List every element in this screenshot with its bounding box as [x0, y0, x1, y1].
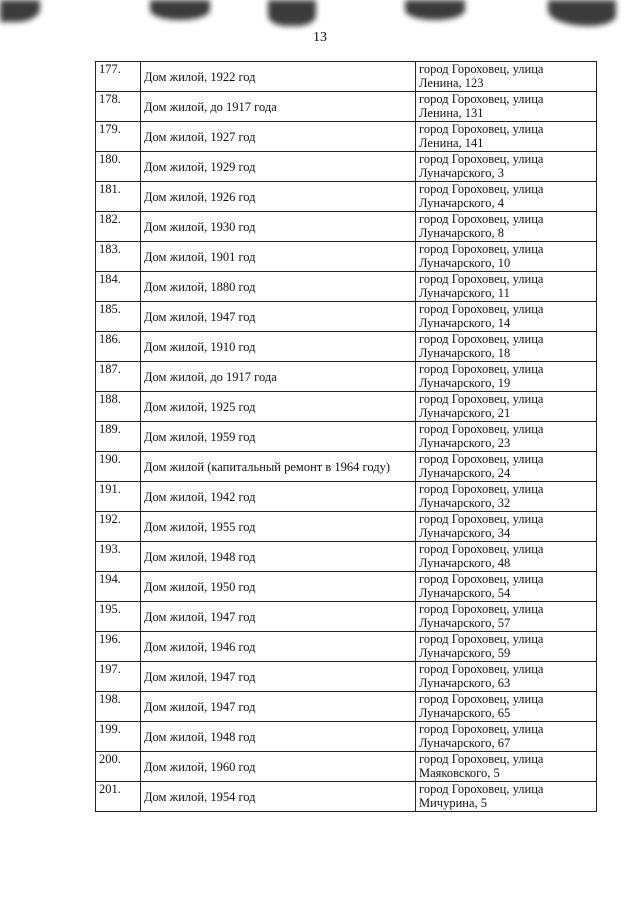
address-line-2: Луначарского, 59: [419, 646, 511, 660]
object-address: [416, 122, 597, 152]
address-line-2: Луначарского, 4: [419, 196, 505, 210]
address-line-2: Луначарского, 14: [419, 316, 511, 330]
object-description: Дом жилой (капитальный ремонт в 1964 году): [141, 452, 416, 482]
object-address: [416, 332, 597, 362]
address-line-1: город Гороховец, улица: [419, 122, 544, 136]
table-row: [96, 92, 597, 122]
object-description: Дом жилой, 1926 год: [141, 182, 416, 212]
object-description: Дом жилой, 1948 год: [141, 542, 416, 572]
address-line-2: Луначарского, 18: [419, 346, 511, 360]
table-row: [96, 212, 597, 242]
table-row: [96, 512, 597, 542]
address-line-1: город Гороховец, улица: [419, 482, 544, 496]
row-number: 199.: [96, 722, 141, 752]
row-number: 191.: [96, 482, 141, 512]
table-row: [96, 662, 597, 692]
address-line-2: Луначарского, 48: [419, 556, 511, 570]
object-description: Дом жилой, 1954 год: [141, 782, 416, 812]
address-line-1: город Гороховец, улица: [419, 362, 544, 376]
row-number: 198.: [96, 692, 141, 722]
row-number: 188.: [96, 392, 141, 422]
object-address: [416, 152, 597, 182]
object-description: Дом жилой, 1950 год: [141, 572, 416, 602]
address-line-1: город Гороховец, улица: [419, 512, 544, 526]
table-row: [96, 392, 597, 422]
address-line-1: город Гороховец, улица: [419, 152, 544, 166]
object-address: [416, 422, 597, 452]
row-number: 177.: [96, 62, 141, 92]
row-number: 183.: [96, 242, 141, 272]
table-row: [96, 542, 597, 572]
table-row: [96, 482, 597, 512]
row-number: 189.: [96, 422, 141, 452]
object-description: Дом жилой, до 1917 года: [141, 362, 416, 392]
row-number: 180.: [96, 152, 141, 182]
object-description: Дом жилой, 1901 год: [141, 242, 416, 272]
object-address: [416, 212, 597, 242]
address-line-1: город Гороховец, улица: [419, 602, 544, 616]
object-address: [416, 482, 597, 512]
row-number: 184.: [96, 272, 141, 302]
table-row: [96, 632, 597, 662]
row-number: 186.: [96, 332, 141, 362]
table-row: [96, 752, 597, 782]
object-address: [416, 632, 597, 662]
object-address: [416, 752, 597, 782]
object-address: [416, 92, 597, 122]
object-description: Дом жилой, 1946 год: [141, 632, 416, 662]
page-number: 13: [313, 30, 327, 45]
scan-artifact: [150, 0, 210, 20]
address-line-1: город Гороховец, улица: [419, 542, 544, 556]
table-row: [96, 182, 597, 212]
row-number: 201.: [96, 782, 141, 812]
object-address: [416, 602, 597, 632]
row-number: 196.: [96, 632, 141, 662]
table-row: [96, 692, 597, 722]
address-line-2: Луначарского, 23: [419, 436, 511, 450]
object-address: [416, 512, 597, 542]
object-address: [416, 542, 597, 572]
table-row: [96, 602, 597, 632]
row-number: 193.: [96, 542, 141, 572]
object-description: Дом жилой, 1942 год: [141, 482, 416, 512]
object-address: [416, 452, 597, 482]
row-number: 179.: [96, 122, 141, 152]
object-address: [416, 182, 597, 212]
object-address: [416, 662, 597, 692]
address-line-1: город Гороховец, улица: [419, 62, 544, 76]
address-line-2: Луначарского, 67: [419, 736, 511, 750]
row-number: 200.: [96, 752, 141, 782]
object-description: Дом жилой, 1922 год: [141, 62, 416, 92]
object-description: Дом жилой, 1927 год: [141, 122, 416, 152]
table-row: [96, 782, 597, 812]
object-address: [416, 722, 597, 752]
address-line-1: город Гороховец, улица: [419, 782, 544, 796]
object-address: [416, 302, 597, 332]
address-line-1: город Гороховец, улица: [419, 662, 544, 676]
scan-artifact: [0, 0, 40, 22]
row-number: 181.: [96, 182, 141, 212]
heritage-registry-table: [95, 61, 597, 812]
address-line-2: Луначарского, 57: [419, 616, 511, 630]
object-description: Дом жилой, 1948 год: [141, 722, 416, 752]
object-description: Дом жилой, 1947 год: [141, 602, 416, 632]
table-row: [96, 572, 597, 602]
object-address: [416, 392, 597, 422]
object-address: [416, 782, 597, 812]
address-line-2: Маяковского, 5: [419, 766, 500, 780]
table-row: [96, 242, 597, 272]
address-line-2: Луначарского, 8: [419, 226, 505, 240]
table-row: [96, 272, 597, 302]
object-address: [416, 572, 597, 602]
object-description: Дом жилой, 1960 год: [141, 752, 416, 782]
row-number: 185.: [96, 302, 141, 332]
address-line-2: Луначарского, 65: [419, 706, 511, 720]
address-line-2: Мичурина, 5: [419, 796, 488, 810]
address-line-2: Луначарского, 10: [419, 256, 511, 270]
row-number: 195.: [96, 602, 141, 632]
address-line-1: город Гороховец, улица: [419, 242, 544, 256]
table-row: [96, 422, 597, 452]
address-line-1: город Гороховец, улица: [419, 692, 544, 706]
object-description: Дом жилой, 1959 год: [141, 422, 416, 452]
table-row: [96, 302, 597, 332]
address-line-1: город Гороховец, улица: [419, 722, 544, 736]
object-description: Дом жилой, 1955 год: [141, 512, 416, 542]
address-line-2: Ленина, 123: [419, 76, 484, 90]
address-line-1: город Гороховец, улица: [419, 452, 544, 466]
object-description: Дом жилой, 1929 год: [141, 152, 416, 182]
address-line-2: Луначарского, 63: [419, 676, 511, 690]
object-description: Дом жилой, 1910 год: [141, 332, 416, 362]
scan-artifact: [548, 0, 616, 26]
address-line-1: город Гороховец, улица: [419, 182, 544, 196]
object-address: [416, 62, 597, 92]
address-line-1: город Гороховец, улица: [419, 572, 544, 586]
object-description: Дом жилой, 1947 год: [141, 662, 416, 692]
object-description: Дом жилой, 1947 год: [141, 302, 416, 332]
object-description: Дом жилой, 1925 год: [141, 392, 416, 422]
row-number: 192.: [96, 512, 141, 542]
scan-artifact: [268, 0, 316, 26]
row-number: 197.: [96, 662, 141, 692]
table-row: [96, 722, 597, 752]
address-line-1: город Гороховец, улица: [419, 302, 544, 316]
table-row: [96, 452, 597, 482]
scan-artifact: [405, 0, 465, 20]
address-line-2: Луначарского, 19: [419, 376, 511, 390]
table-row: [96, 332, 597, 362]
object-address: [416, 362, 597, 392]
object-address: [416, 692, 597, 722]
row-number: 187.: [96, 362, 141, 392]
object-description: Дом жилой, до 1917 года: [141, 92, 416, 122]
object-address: [416, 272, 597, 302]
table-row: [96, 362, 597, 392]
address-line-1: город Гороховец, улица: [419, 422, 544, 436]
address-line-2: Ленина, 131: [419, 106, 484, 120]
table-body: [96, 62, 597, 812]
object-description: Дом жилой, 1930 год: [141, 212, 416, 242]
row-number: 182.: [96, 212, 141, 242]
address-line-1: город Гороховец, улица: [419, 632, 544, 646]
row-number: 194.: [96, 572, 141, 602]
row-number: 178.: [96, 92, 141, 122]
address-line-2: Луначарского, 32: [419, 496, 511, 510]
address-line-2: Луначарского, 21: [419, 406, 511, 420]
address-line-1: город Гороховец, улица: [419, 92, 544, 106]
address-line-2: Луначарского, 54: [419, 586, 511, 600]
object-description: Дом жилой, 1880 год: [141, 272, 416, 302]
address-line-1: город Гороховец, улица: [419, 752, 544, 766]
address-line-2: Луначарского, 3: [419, 166, 505, 180]
address-line-1: город Гороховец, улица: [419, 332, 544, 346]
row-number: 190.: [96, 452, 141, 482]
table-row: [96, 62, 597, 92]
object-address: [416, 242, 597, 272]
address-line-2: Луначарского, 11: [419, 286, 510, 300]
address-line-2: Луначарского, 24: [419, 466, 511, 480]
address-line-1: город Гороховец, улица: [419, 272, 544, 286]
address-line-1: город Гороховец, улица: [419, 212, 544, 226]
address-line-2: Луначарского, 34: [419, 526, 511, 540]
address-line-2: Ленина, 141: [419, 136, 484, 150]
address-line-1: город Гороховец, улица: [419, 392, 544, 406]
table-row: [96, 122, 597, 152]
object-description: Дом жилой, 1947 год: [141, 692, 416, 722]
table-row: [96, 152, 597, 182]
